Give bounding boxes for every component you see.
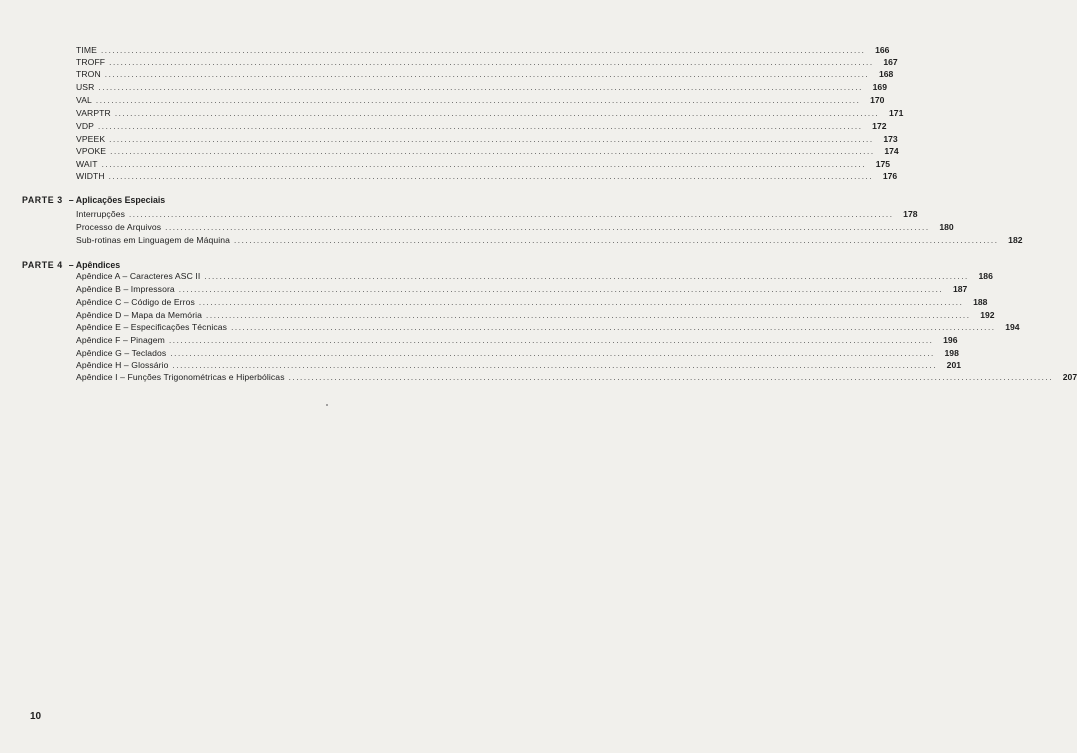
leader-dots: ........................................................................................................................................................................................................	[165, 223, 930, 232]
part-title: – Apêndices	[68, 260, 121, 270]
toc-entry-page: 180	[939, 222, 954, 232]
toc-entry	[76, 56, 898, 68]
toc-entry-page: 196	[943, 335, 958, 345]
leader-dots: ........................................................................................................................................................................................................	[172, 361, 938, 370]
toc-entry-page: 166	[875, 45, 890, 55]
print-speck	[326, 404, 328, 406]
leader-dots: ........................................................................................................................................................................................................	[108, 172, 874, 181]
toc-entry	[76, 347, 959, 359]
leader-dots: ........................................................................................................................................................................................................	[100, 46, 866, 55]
part-number: PARTE 3	[22, 195, 63, 205]
page-number: 10	[30, 711, 42, 722]
toc-entry-page: 168	[878, 69, 894, 79]
leader-dots: ........................................................................................................................................................................................................	[109, 135, 874, 144]
toc-entry	[76, 170, 898, 182]
toc-entry-page: 192	[980, 310, 995, 320]
leader-dots: ........................................................................................................................................................................................................	[97, 122, 863, 131]
toc-entry-label: Apêndice G – Teclados	[76, 348, 167, 358]
leader-dots: ........................................................................................................................................................................................................	[114, 109, 880, 118]
toc-entry	[76, 221, 954, 233]
leader-dots: ........................................................................................................................................................................................................	[198, 298, 964, 307]
toc-entry-label: Apêndice E – Especificações Técnicas	[76, 322, 228, 332]
toc-entry-label: WIDTH	[76, 171, 105, 181]
toc-entry-label: WAIT	[76, 159, 98, 169]
leader-dots: ........................................................................................................................................................................................................	[109, 58, 874, 67]
toc-entry-label: Apêndice H – Glossário	[76, 360, 169, 370]
toc-entry-page: 186	[978, 271, 993, 281]
leader-dots: ........................................................................................................................................................................................................	[288, 373, 1054, 382]
toc-entry	[76, 283, 968, 295]
toc-entry-label: VPOKE	[76, 146, 107, 156]
toc-entry-label: Processo de Arquivos	[76, 222, 162, 232]
toc-entry-label: Apêndice B – Impressora	[76, 284, 175, 294]
toc-entry-label: Apêndice A – Caracteres ASC II	[76, 271, 201, 281]
leader-dots: ........................................................................................................................................................................................................	[231, 323, 996, 332]
toc-entry-label: VAL	[76, 95, 92, 105]
part-title: – Aplicações Especiais	[68, 195, 166, 205]
toc-entry-page: 187	[952, 284, 968, 294]
toc-entry-label: Apêndice D – Mapa da Memória	[76, 310, 203, 320]
toc-entry-page: 174	[884, 146, 899, 156]
toc-entry	[76, 120, 887, 132]
toc-entry	[76, 158, 891, 170]
toc-entry-label: USR	[76, 82, 95, 92]
toc-entry-page: 201	[946, 360, 962, 370]
toc-entry	[76, 81, 887, 93]
toc-entry	[76, 133, 898, 145]
toc-entry-label: Interrupções	[76, 209, 125, 219]
toc-entry-page: 172	[872, 121, 887, 131]
part-number: PARTE 4	[22, 260, 63, 270]
toc-entry-page: 173	[883, 134, 898, 144]
toc-entry-label: VPEEK	[76, 134, 106, 144]
leader-dots: ........................................................................................................................................................................................................	[101, 160, 867, 169]
leader-dots: ........................................................................................................................................................................................................	[170, 349, 935, 358]
toc-entry-page: 176	[882, 171, 898, 181]
toc-entry-label: TIME	[76, 45, 97, 55]
toc-entry-page: 170	[870, 95, 885, 105]
toc-entry-page: 207	[1062, 372, 1077, 382]
toc-entry	[76, 107, 904, 119]
toc-entry-label: Apêndice I – Funções Trigonométricas e Hiperbólicas	[76, 372, 285, 382]
toc-entry-label: VARPTR	[76, 108, 111, 118]
toc-entry-label: Apêndice C – Código de Erros	[76, 297, 195, 307]
toc-entry	[76, 145, 899, 157]
toc-entry	[76, 68, 894, 80]
toc-entry	[76, 234, 1023, 246]
leader-dots: ........................................................................................................................................................................................................	[110, 147, 875, 156]
toc-entry	[76, 371, 1077, 383]
toc-entry	[76, 94, 885, 106]
toc-entry	[76, 359, 962, 371]
toc-entry-page: 194	[1005, 322, 1020, 332]
toc-entry-label: TROFF	[76, 57, 106, 67]
toc-entry-label: Apêndice F – Pinagem	[76, 335, 165, 345]
leader-dots: ........................................................................................................................................................................................................	[98, 83, 863, 92]
part-3-heading	[22, 194, 165, 206]
toc-entry-page: 175	[875, 159, 891, 169]
leader-dots: ........................................................................................................................................................................................................	[233, 236, 999, 245]
toc-entry	[76, 270, 993, 282]
leader-dots: ........................................................................................................................................................................................................	[168, 336, 934, 345]
toc-entry-page: 182	[1008, 235, 1023, 245]
toc-entry-label: VDP	[76, 121, 94, 131]
toc-entry-page: 198	[944, 348, 959, 358]
toc-entry	[76, 44, 890, 56]
leader-dots: ........................................................................................................................................................................................................	[104, 70, 870, 79]
toc-entry	[76, 296, 988, 308]
toc-entry	[76, 321, 1020, 333]
toc-entry	[76, 334, 958, 346]
toc-entry	[76, 208, 918, 220]
toc-entry-page: 167	[883, 57, 898, 67]
toc-entry-label: Sub-rotinas em Linguagem de Máquina	[76, 235, 230, 245]
toc-entry-page: 178	[903, 209, 918, 219]
toc-entry-label: TRON	[76, 69, 101, 79]
leader-dots: ........................................................................................................................................................................................................	[204, 272, 969, 281]
leader-dots: ........................................................................................................................................................................................................	[95, 96, 861, 105]
toc-entry-page: 169	[872, 82, 887, 92]
toc-entry-page: 188	[973, 297, 988, 307]
leader-dots: ........................................................................................................................................................................................................	[128, 210, 894, 219]
leader-dots: ........................................................................................................................................................................................................	[206, 311, 971, 320]
leader-dots: ........................................................................................................................................................................................................	[178, 285, 944, 294]
toc-entry-page: 171	[889, 108, 904, 118]
toc-entry	[76, 309, 995, 321]
